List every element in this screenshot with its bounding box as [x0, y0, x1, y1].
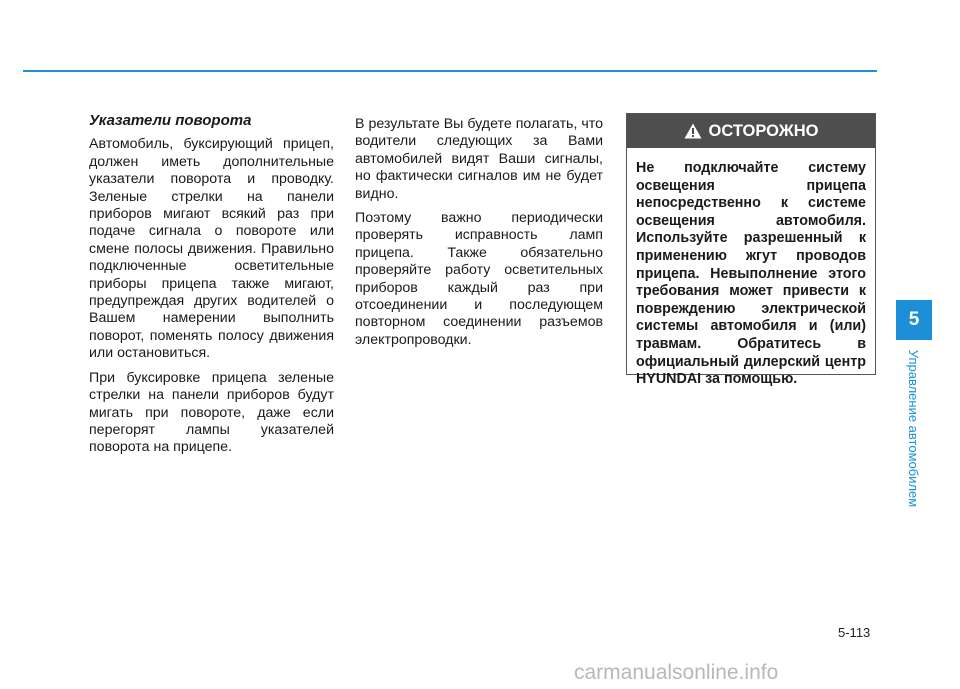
page-number: 5-113: [838, 625, 871, 640]
top-rule: [23, 70, 877, 72]
middle-column: [355, 116, 603, 356]
warning-triangle-icon: [684, 123, 702, 139]
paragraph: Поэтому важно периодически проверять исправность ламп прицепа. Также обязательно проверяйте работу осветительных приборов каждый раз при отсоединении и последующем повторном соединении разъемов электропроводки.: [355, 210, 603, 348]
left-column: [89, 112, 334, 464]
warning-title: ОСТОРОЖНО: [708, 121, 819, 140]
chapter-title: [898, 343, 930, 513]
chapter-number-tab: 5: [896, 300, 932, 340]
paragraph: Автомобиль, буксирующий прицеп, должен иметь дополнительные указатели поворота и проводку. Зеленые стрелки на панели приборов мигают всякий раз при подаче сигнала о повороте или смене полосы движения. Правильно подключенные осветительные приборы прицепа также мигают, предупреждая других водителей о Вашем намерении выполнить поворот, поменять полосу движения или остановиться.: [89, 136, 334, 362]
paragraph: В результате Вы будете полагать, что водители следующих за Вами автомобилей видят Ваши сигналы, но фактически сигналов им не будет видно.: [355, 116, 603, 202]
chapter-title-text: Управление автомобилем: [906, 349, 922, 507]
section-heading: Указатели поворота: [89, 112, 252, 129]
paragraph: При буксировке прицепа зеленые стрелки на панели приборов будут мигать при повороте, даже если перегорят лампы указателей поворота на прицепе.: [89, 369, 334, 456]
warning-box: [626, 113, 876, 388]
watermark: carmanualsonline.info: [574, 661, 779, 684]
warning-text: Не подключайте систему освещения прицепа непосредственно к системе освещения автомобиля. Используйте разрешенный к применению жгут проводов прицепа. Невыполнение этого требования может привести к повреждению электрической системы автомобиля и (или) травмам. Обратитесь в официальный дилерский центр HYUNDAI за помощью.: [636, 160, 866, 388]
warning-header: [627, 114, 875, 148]
